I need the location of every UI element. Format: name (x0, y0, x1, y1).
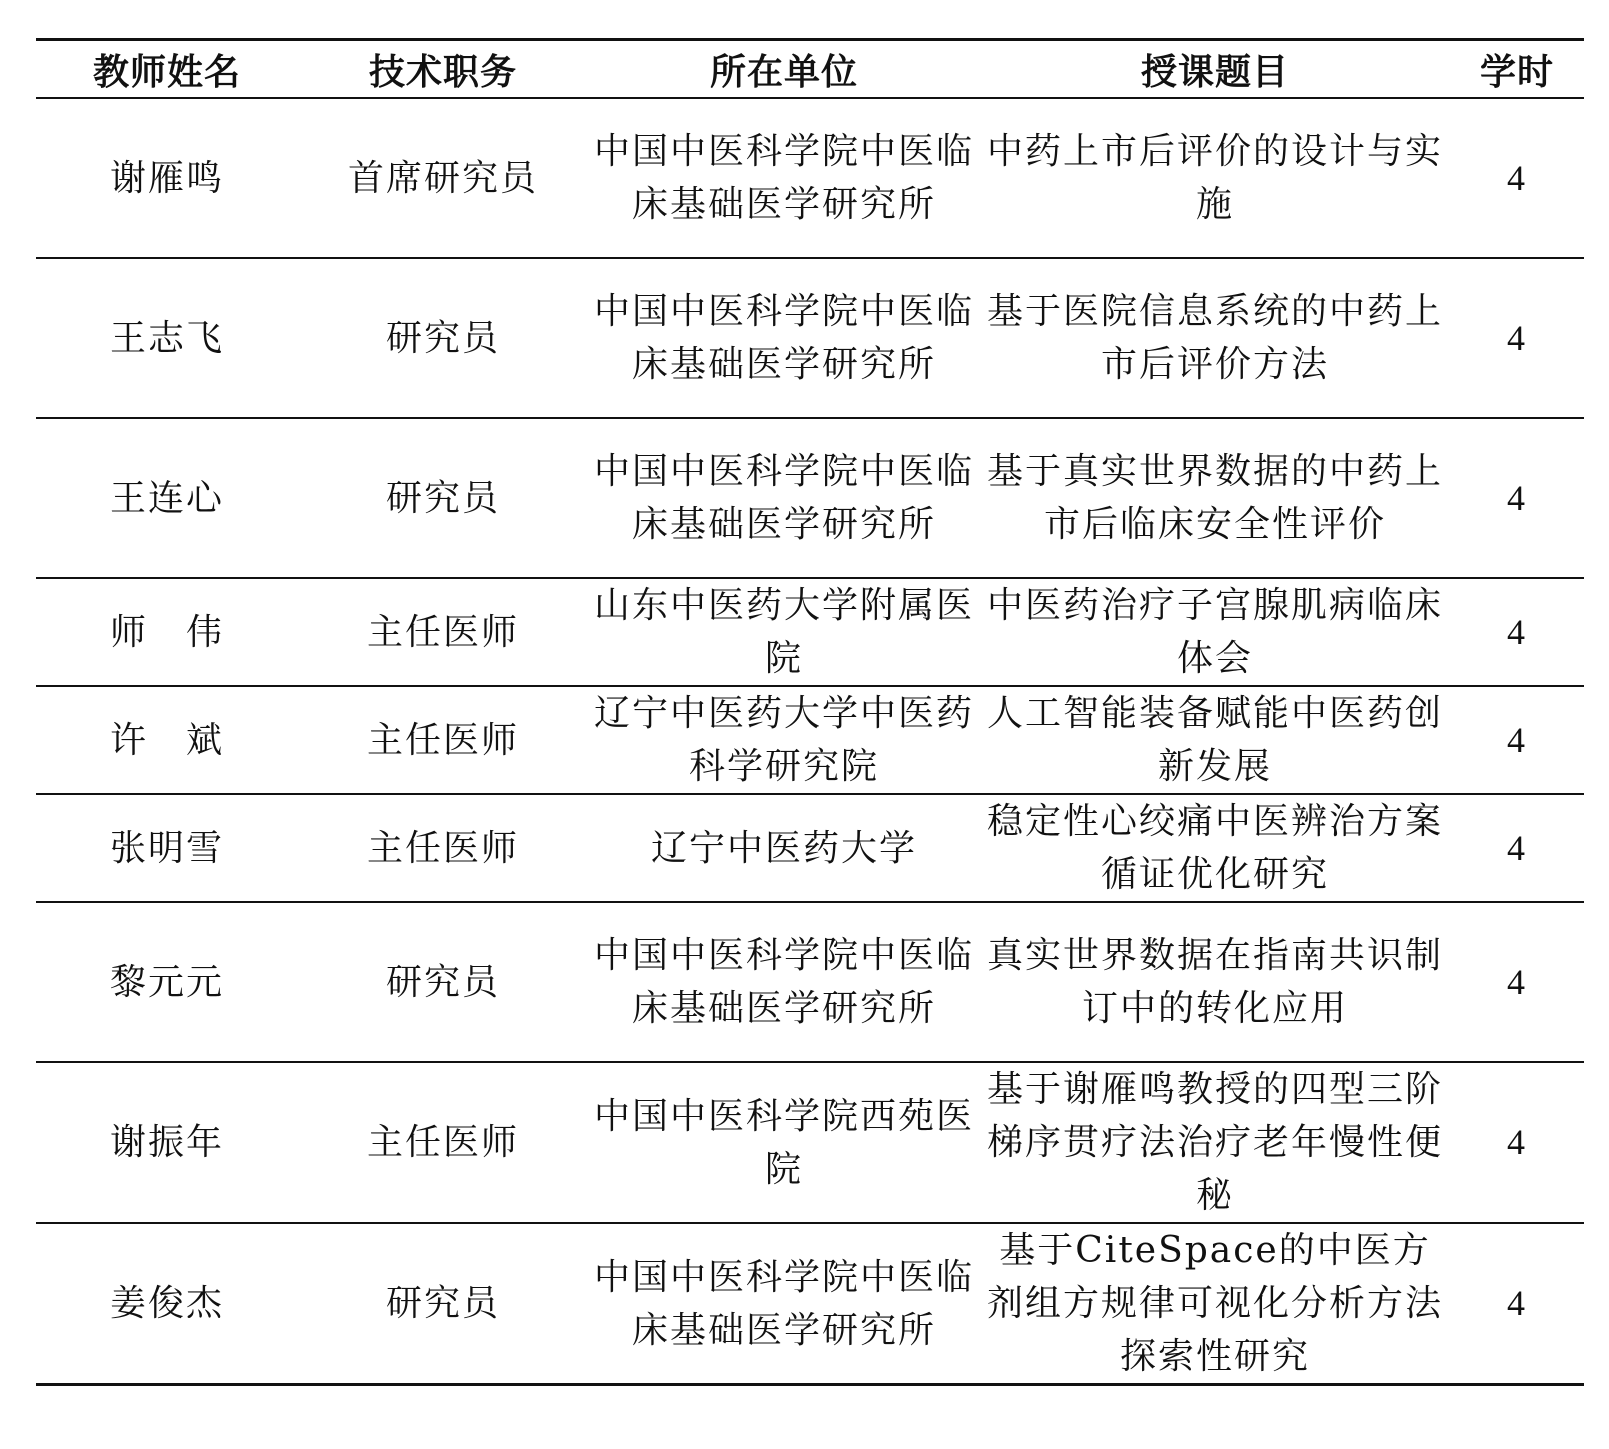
cell-technical-title: 首席研究员 (347, 157, 538, 199)
header-course-topic: 授课题目 (1140, 51, 1289, 93)
cell-course-topic: 人工智能装备赋能中医药创新发展 (986, 693, 1443, 787)
cell-hours: 4 (1507, 1283, 1527, 1323)
cell-course-topic: 真实世界数据在指南共识制订中的转化应用 (986, 935, 1443, 1029)
cell-course-topic: 中药上市后评价的设计与实施 (986, 131, 1443, 225)
cell-course-topic: 基于谢雁鸣教授的四型三阶梯序贯疗法治疗老年慢性便秘 (986, 1069, 1443, 1216)
cell-teacher-name: 许 斌 (109, 719, 224, 761)
header-technical-title: 技术职务 (368, 51, 517, 93)
table-row (36, 1062, 1584, 1223)
cell-teacher-name: 黎元元 (109, 961, 224, 1003)
cell-hours: 4 (1507, 317, 1527, 358)
cell-hours: 4 (1507, 157, 1527, 198)
cell-technical-title: 主任医师 (366, 611, 519, 653)
cell-hours: 4 (1507, 961, 1527, 1002)
table-row (36, 578, 1584, 686)
cell-technical-title: 研究员 (385, 477, 500, 519)
cell-teacher-name: 王连心 (109, 477, 224, 519)
cell-unit: 中国中医科学院西苑医院 (594, 1095, 975, 1190)
cell-unit: 中国中医科学院中医临床基础医学研究所 (594, 291, 975, 385)
table-body (36, 98, 1584, 1385)
table-row (36, 418, 1584, 578)
header-unit: 所在单位 (709, 51, 858, 93)
cell-teacher-name: 张明雪 (109, 827, 224, 869)
cell-unit: 中国中医科学院中医临床基础医学研究所 (594, 131, 975, 225)
cell-hours: 4 (1507, 827, 1527, 868)
cell-teacher-name: 师 伟 (109, 611, 224, 653)
cell-unit: 中国中医科学院中医临床基础医学研究所 (594, 451, 975, 545)
cell-technical-title: 研究员 (385, 961, 500, 1003)
cell-unit: 中国中医科学院中医临床基础医学研究所 (594, 1256, 975, 1351)
header-row (36, 40, 1584, 99)
header-teacher-name: 教师姓名 (92, 51, 241, 93)
table-row (36, 1223, 1584, 1385)
cell-teacher-name: 谢雁鸣 (109, 157, 224, 199)
cell-hours: 4 (1507, 611, 1527, 652)
cell-technical-title: 主任医师 (366, 719, 519, 761)
cell-hours: 4 (1507, 477, 1527, 518)
course-schedule-table (36, 38, 1584, 1386)
cell-technical-title: 研究员 (385, 1283, 500, 1324)
cell-unit: 辽宁中医药大学中医药科学研究院 (594, 693, 975, 787)
cell-course-topic: 基于真实世界数据的中药上市后临床安全性评价 (986, 451, 1443, 545)
table-row (36, 902, 1584, 1062)
cell-course-topic: 基于医院信息系统的中药上市后评价方法 (986, 291, 1443, 385)
cell-hours: 4 (1507, 719, 1527, 760)
table-header (36, 40, 1584, 99)
cell-teacher-name: 谢振年 (109, 1122, 224, 1163)
header-hours: 学时 (1479, 51, 1554, 93)
cell-technical-title: 主任医师 (366, 827, 519, 869)
table-row (36, 686, 1584, 794)
table-row (36, 258, 1584, 418)
cell-technical-title: 主任医师 (366, 1122, 519, 1163)
course-schedule-table-container (36, 38, 1584, 1386)
cell-unit: 山东中医药大学附属医院 (594, 585, 975, 679)
cell-course-topic: 中医药治疗子宫腺肌病临床体会 (986, 585, 1443, 679)
cell-hours: 4 (1507, 1122, 1527, 1162)
table-row (36, 794, 1584, 902)
cell-unit: 辽宁中医药大学 (650, 827, 917, 869)
cell-teacher-name: 王志飞 (109, 317, 224, 359)
cell-course-topic: 稳定性心绞痛中医辨治方案循证优化研究 (986, 801, 1443, 895)
cell-unit: 中国中医科学院中医临床基础医学研究所 (594, 935, 975, 1029)
table-row (36, 98, 1584, 258)
cell-course-topic: 基于CiteSpace的中医方剂组方规律可视化分析方法探索性研究 (986, 1230, 1443, 1377)
cell-technical-title: 研究员 (385, 317, 500, 359)
cell-teacher-name: 姜俊杰 (109, 1283, 224, 1324)
